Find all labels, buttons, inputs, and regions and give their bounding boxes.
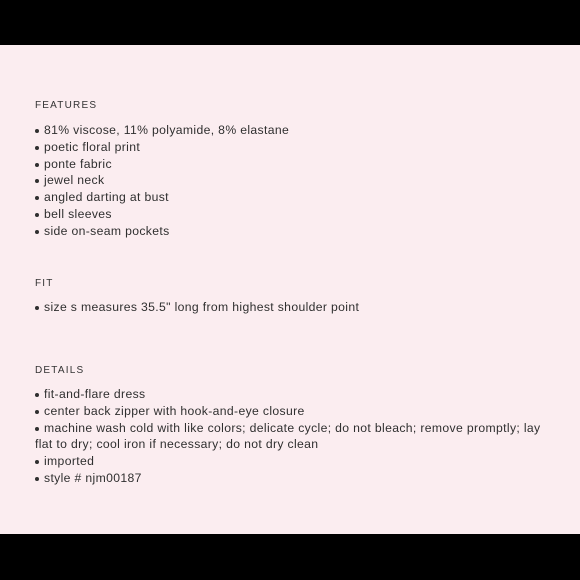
bullet-icon — [35, 129, 39, 133]
feature-text: ponte fabric — [44, 156, 112, 171]
list-item — [35, 189, 555, 206]
feature-text: angled darting at bust — [44, 190, 169, 205]
list-item — [35, 470, 555, 487]
bullet-icon — [35, 230, 39, 234]
feature-text: 81% viscose, 11% polyamide, 8% elastane — [44, 123, 290, 137]
detail-text: machine wash cold with like colors; delicate cycle; do not bleach; remove promptly; lay flat to dry; cool iron if necessary; do not dry clean — [35, 420, 541, 452]
list-item — [35, 156, 555, 173]
feature-text: jewel neck — [44, 173, 105, 188]
details-list — [35, 386, 555, 487]
detail-text: center back zipper with hook-and-eye closure — [44, 403, 305, 418]
bullet-icon — [35, 163, 39, 167]
bullet-icon — [35, 306, 39, 310]
list-item — [35, 299, 555, 316]
bullet-icon — [35, 460, 39, 464]
fit-heading: FIT — [35, 278, 54, 289]
list-item — [35, 139, 555, 156]
detail-text: imported — [44, 454, 95, 469]
list-item — [35, 420, 555, 454]
fit-list — [35, 299, 555, 316]
features-heading: FEATURES — [35, 100, 98, 111]
fit-text: size s measures 35.5" long from highest shoulder point — [44, 300, 360, 314]
list-item — [35, 122, 555, 139]
details-heading: DETAILS — [35, 365, 85, 376]
detail-text: fit-and-flare dress — [44, 387, 146, 401]
feature-text: bell sleeves — [44, 206, 112, 221]
features-list — [35, 122, 555, 240]
bullet-icon — [35, 427, 39, 431]
bullet-icon — [35, 213, 39, 217]
list-item — [35, 403, 555, 420]
bullet-icon — [35, 477, 39, 481]
bullet-icon — [35, 196, 39, 200]
bullet-icon — [35, 393, 39, 397]
list-item — [35, 223, 555, 240]
list-item — [35, 453, 555, 470]
bullet-icon — [35, 410, 39, 414]
product-info-panel — [0, 45, 580, 534]
detail-text: style # njm00187 — [44, 470, 142, 485]
bullet-icon — [35, 179, 39, 183]
list-item — [35, 386, 555, 403]
list-item — [35, 172, 555, 189]
feature-text: poetic floral print — [44, 139, 141, 154]
feature-text: side on-seam pockets — [44, 223, 170, 238]
bullet-icon — [35, 146, 39, 150]
list-item — [35, 206, 555, 223]
